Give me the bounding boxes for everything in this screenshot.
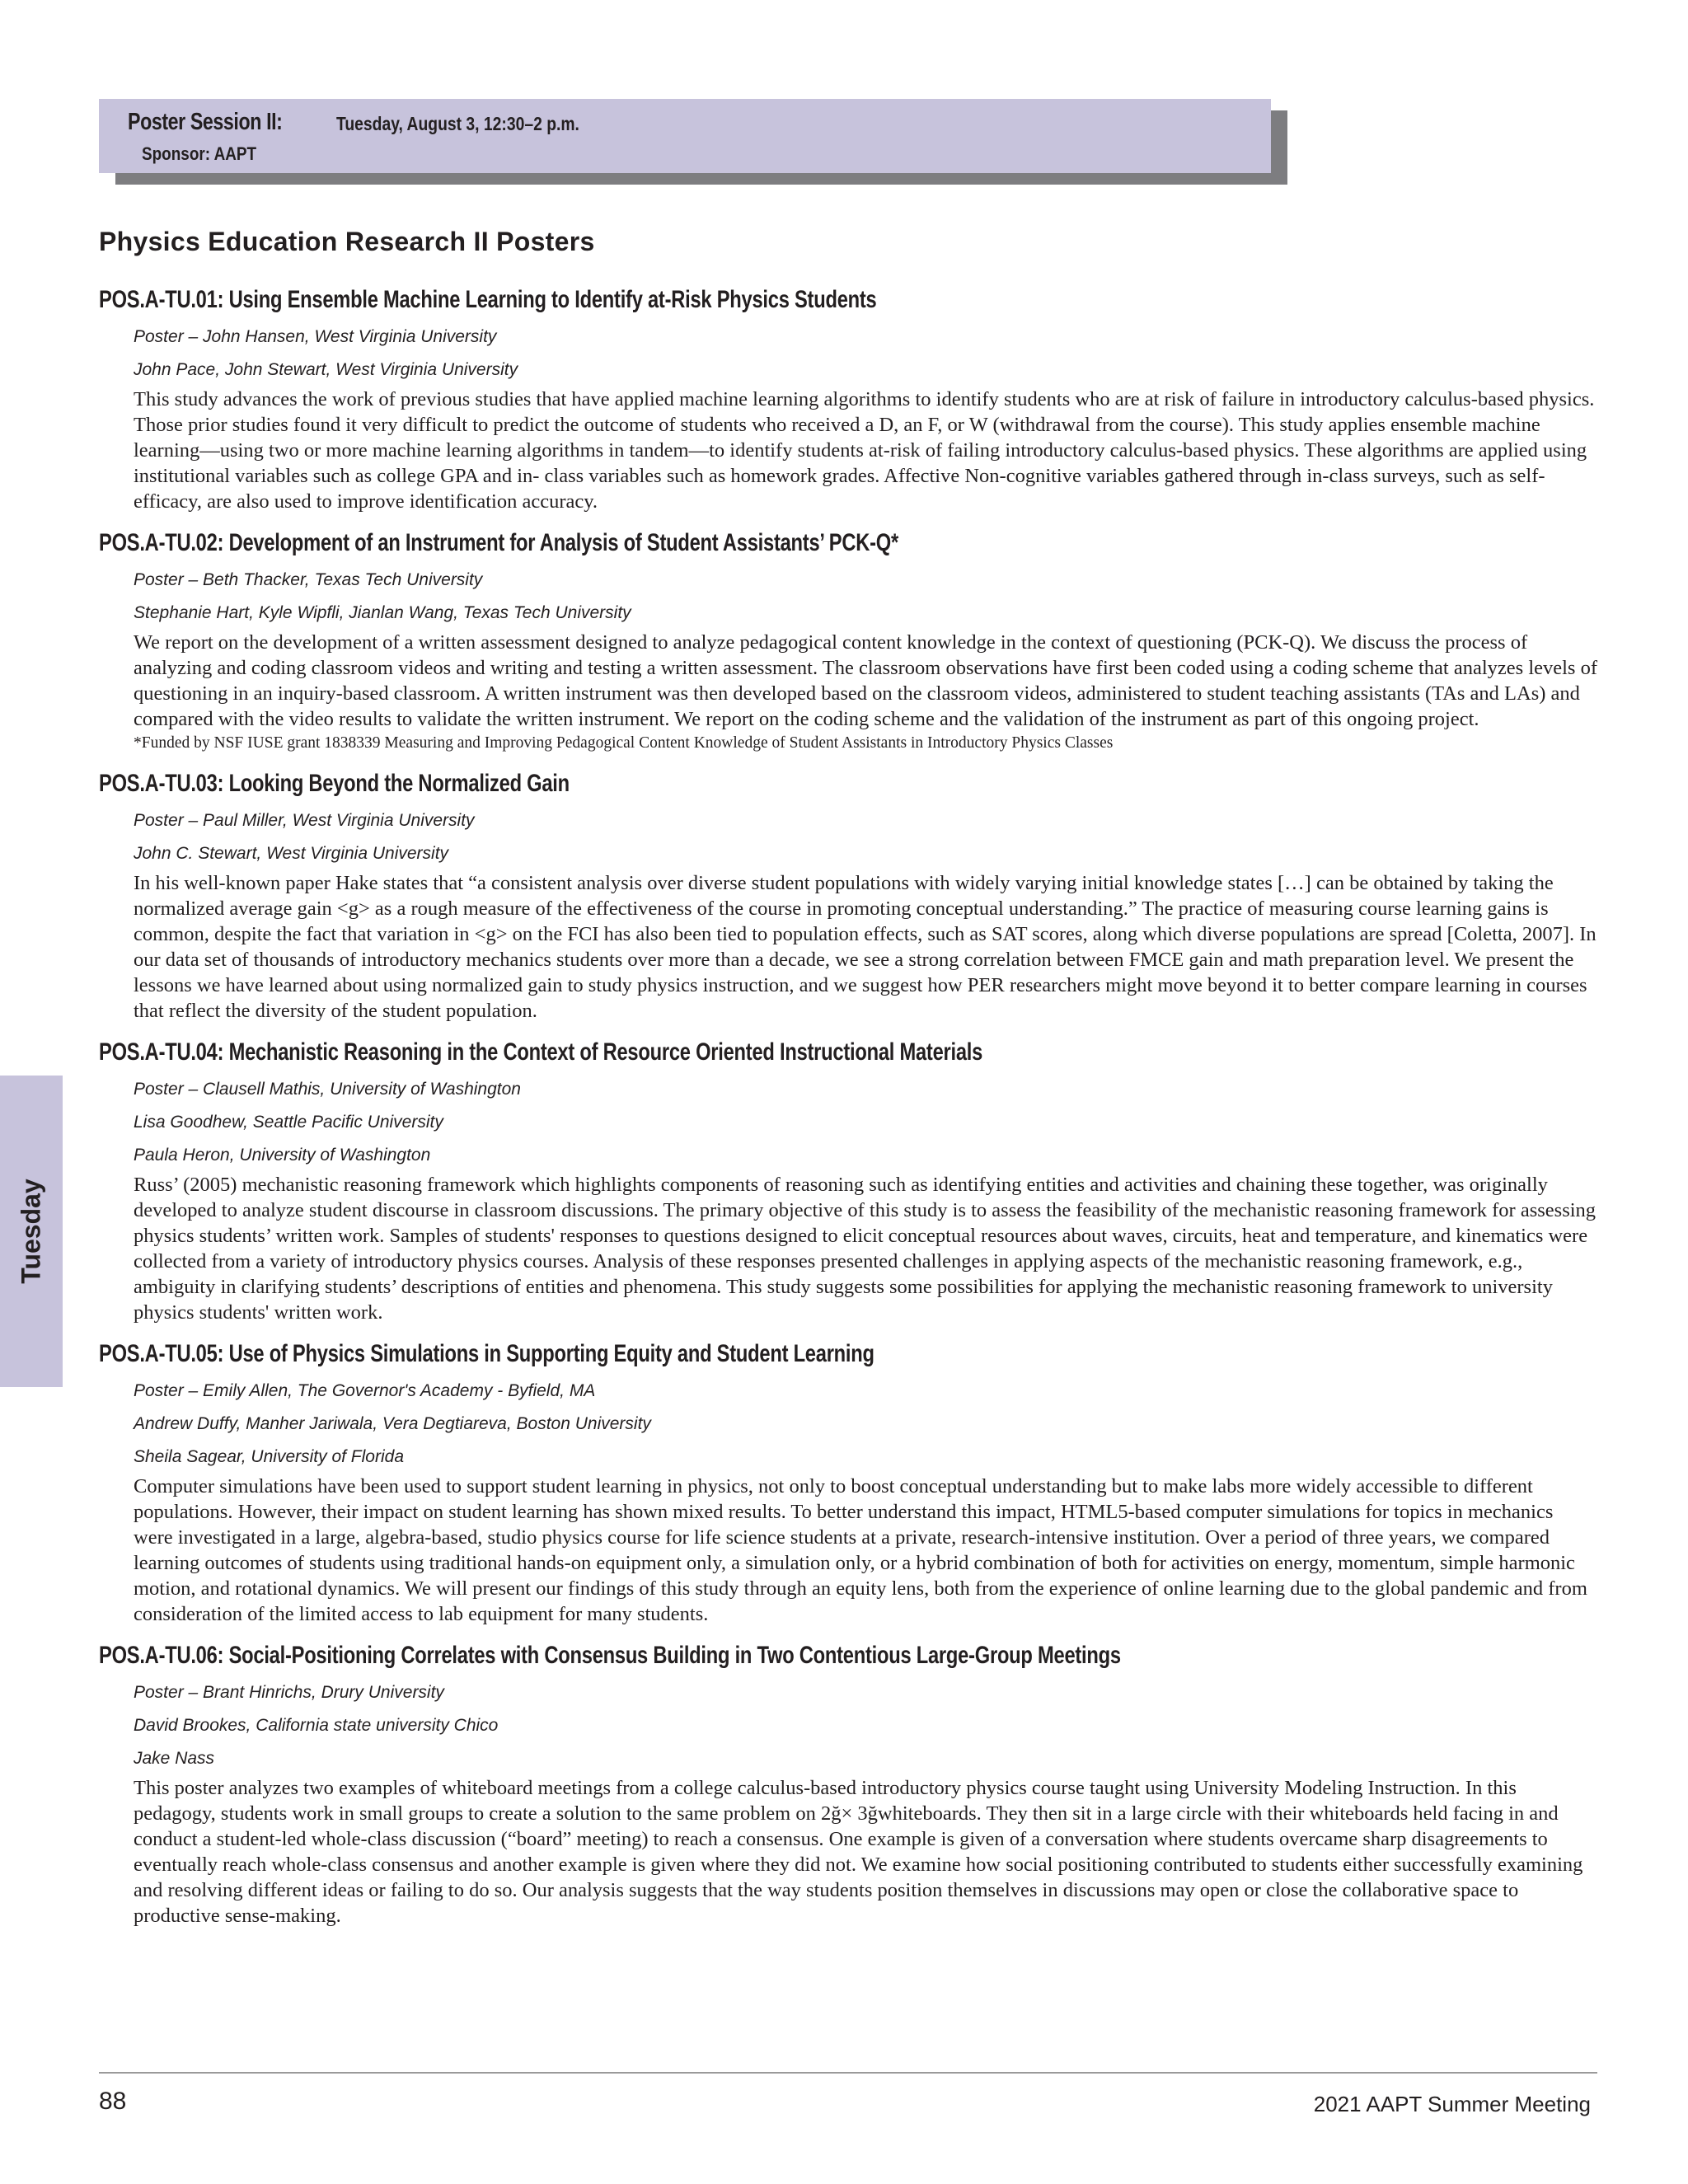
abstract-body: Russ’ (2005) mechanistic reasoning framework which highlights components of reasoning such as identifying entities and activities and chaining these together, was originally developed to analyze student discourse in classroom discussions. The primary objective of this study is to assess the feasibility of the mechanistic reasoning framework for assessing physics students’ written work. Samples of students' responses to questions designed to elicit conceptual resources about waves, circuits, heat and temperature, and kinematics were collected from a variety of introductory physics courses. Analysis of these responses presented challenges in applying aspects of the mechanistic reasoning framework, e.g., ambiguity in clarifying students’ descriptions of entities and phenomena. This study suggests some possibilities for applying the mechanistic reasoning framework to university physics students' written work. <box>134 1174 1597 1324</box>
section-title: Physics Education Research II Posters <box>99 227 595 256</box>
session-header <box>99 99 1271 173</box>
abstract-title: POS.A-TU.03: Looking Beyond the Normalized Gain <box>99 770 570 797</box>
author-list <box>99 1671 1599 1775</box>
author-list <box>99 316 1599 387</box>
footer-divider <box>99 2072 1597 2074</box>
author-line: Poster – Paul Miller, West Virginia University <box>134 811 475 830</box>
author-line: Stephanie Hart, Kyle Wipfli, Jianlan Wang, Texas Tech University <box>134 603 631 622</box>
session-sponsor: Sponsor: AAPT <box>142 143 257 164</box>
author-line: Poster – Clausell Mathis, University of Washington <box>134 1080 521 1099</box>
abstract-item <box>99 1640 1599 1929</box>
abstract-body: We report on the development of a written assessment designed to analyze pedagogical content knowledge in the context of questioning (PCK-Q). We discuss the process of analyzing and coding classroom videos and writing and testing a written assessment. The classroom observations have first been coded using a coding scheme that analyzes levels of questioning in an inquiry-based classroom. A written instrument was then developed based on the classroom videos, administered to student teaching assistants (TAs and LAs) and compared with the video results to validate the written instrument. We report on the coding scheme and the validation of the instrument as part of this ongoing project. <box>134 631 1597 730</box>
author-line: Poster – John Hansen, West Virginia University <box>134 327 497 346</box>
author-line: Poster – Brant Hinrichs, Drury University <box>134 1683 444 1702</box>
meeting-name: 2021 AAPT Summer Meeting <box>1313 2092 1591 2116</box>
author-line: John Pace, John Stewart, West Virginia University <box>134 360 518 379</box>
author-line: John C. Stewart, West Virginia University <box>134 844 449 863</box>
abstract-body: This poster analyzes two examples of whiteboard meetings from a college calculus-based introductory physics course taught using University Modeling Instruction. In this pedagogy, students work in small groups to create a solution to the same problem on 2ğ× 3ğwhiteboards. They then sit in a large circle with their whiteboards held facing in and conduct a student-led whole-class discussion (“board” meeting) to reach a consensus. One example is given of a conversation where students overcame sharp disagreements to eventually reach whole-class consensus and another example is given where they did not. We examine how social positioning contributed to students either successfully examining and resolving different ideas or failing to do so. Our analysis suggests that the way students position themselves in discussions may open or close the collaborative space to productive sense-making. <box>134 1777 1583 1927</box>
abstract-title: POS.A-TU.06: Social-Positioning Correlates with Consensus Building in Two Contentious Large-Group Meetings <box>99 1642 1121 1669</box>
abstract-item <box>99 1338 1599 1627</box>
funding-note: *Funded by NSF IUSE grant 1838339 Measuring and Improving Pedagogical Content Knowledge of Student Assistants in Introductory Physics Classes <box>134 734 1114 752</box>
session-header-box <box>99 99 1271 173</box>
abstract-list <box>99 284 1599 1942</box>
abstract-item <box>99 1037 1599 1325</box>
page-number: 88 <box>99 2088 127 2115</box>
abstract-title: POS.A-TU.01: Using Ensemble Machine Learning to Identify at-Risk Physics Students <box>99 286 877 313</box>
author-list <box>99 1068 1599 1172</box>
author-line: Jake Nass <box>134 1749 215 1768</box>
day-side-tab <box>0 1076 63 1387</box>
author-line: Poster – Beth Thacker, Texas Tech University <box>134 570 483 589</box>
abstract-item <box>99 768 1599 1024</box>
abstract-item <box>99 284 1599 514</box>
abstract-body: Computer simulations have been used to support student learning in physics, not only to boost conceptual understanding but to make labs more widely accessible to different populations. However, their impact on student learning has shown mixed results. To better understand this impact, HTML5-based computer simulations for topics in mechanics were investigated in a large, algebra-based, studio physics course for life science students at a private, research-intensive institution. Over a period of three years, we compared learning outcomes of students using traditional hands-on equipment only, a simulation only, or a hybrid combination of both for activities on energy, momentum, simple harmonic motion, and rotational dynamics. We will present our findings of this study through an equity lens, both from the experience of online learning due to the global pandemic and from consideration of the limited access to lab equipment for many students. <box>134 1475 1587 1625</box>
session-time: Tuesday, August 3, 12:30–2 p.m. <box>336 113 579 134</box>
author-list <box>99 1370 1599 1474</box>
session-label: Poster Session II: <box>128 109 283 135</box>
author-list <box>99 799 1599 870</box>
abstract-title: POS.A-TU.02: Development of an Instrument for Analysis of Student Assistants’ PCK-Q* <box>99 529 898 556</box>
abstract-body: In his well-known paper Hake states that “a consistent analysis over diverse student populations with widely varying initial knowledge states […] can be obtained by taking the normalized average gain <g> as a rough measure of the effectiveness of the course in promoting conceptual understanding.” The practice of measuring course learning gains is common, despite the fact that variation in <g> on the FCI has also been tied to population effects, such as SAT scores, along which diverse populations are spread [Coletta, 2007]. In our data set of thousands of introductory mechanics students over more than a decade, we see a strong correlation between FMCE gain and math preparation level. We present the lessons we have learned about using normalized gain to study physics instruction, and we suggest how PER researchers might move beyond it to better compare learning in courses that reflect the diversity of the student population. <box>134 872 1597 1022</box>
author-line: Lisa Goodhew, Seattle Pacific University <box>134 1113 443 1132</box>
author-line: Paula Heron, University of Washington <box>134 1146 431 1165</box>
author-line: Andrew Duffy, Manher Jariwala, Vera Degtiareva, Boston University <box>134 1414 651 1433</box>
abstract-body: This study advances the work of previous studies that have applied machine learning algorithms to identify students who are at risk of failure in introductory calculus-based physics. Those prior studies found it very difficult to predict the outcome of students who received a D, an F, or W (withdrawal from the course). This study applies ensemble machine learning—using two or more machine learning algorithms in tandem—to identify students at-risk of failing introductory calculus-based physics. These algorithms are applied using institutional variables such as college GPA and in- class variables such as homework grades. Affective Non-cognitive variables gathered through in-class surveys, such as self-efficacy, are also used to improve identification accuracy. <box>134 388 1595 513</box>
abstract-title: POS.A-TU.05: Use of Physics Simulations in Supporting Equity and Student Learning <box>99 1340 874 1367</box>
abstract-item <box>99 527 1599 755</box>
author-line: Poster – Emily Allen, The Governor's Academy - Byfield, MA <box>134 1381 596 1400</box>
abstract-title: POS.A-TU.04: Mechanistic Reasoning in the Context of Resource Oriented Instructional Materials <box>99 1038 983 1066</box>
author-line: Sheila Sagear, University of Florida <box>134 1447 404 1466</box>
author-line: David Brookes, California state university Chico <box>134 1716 499 1735</box>
day-side-tab-label: Tuesday <box>16 1179 46 1284</box>
author-list <box>99 559 1599 630</box>
